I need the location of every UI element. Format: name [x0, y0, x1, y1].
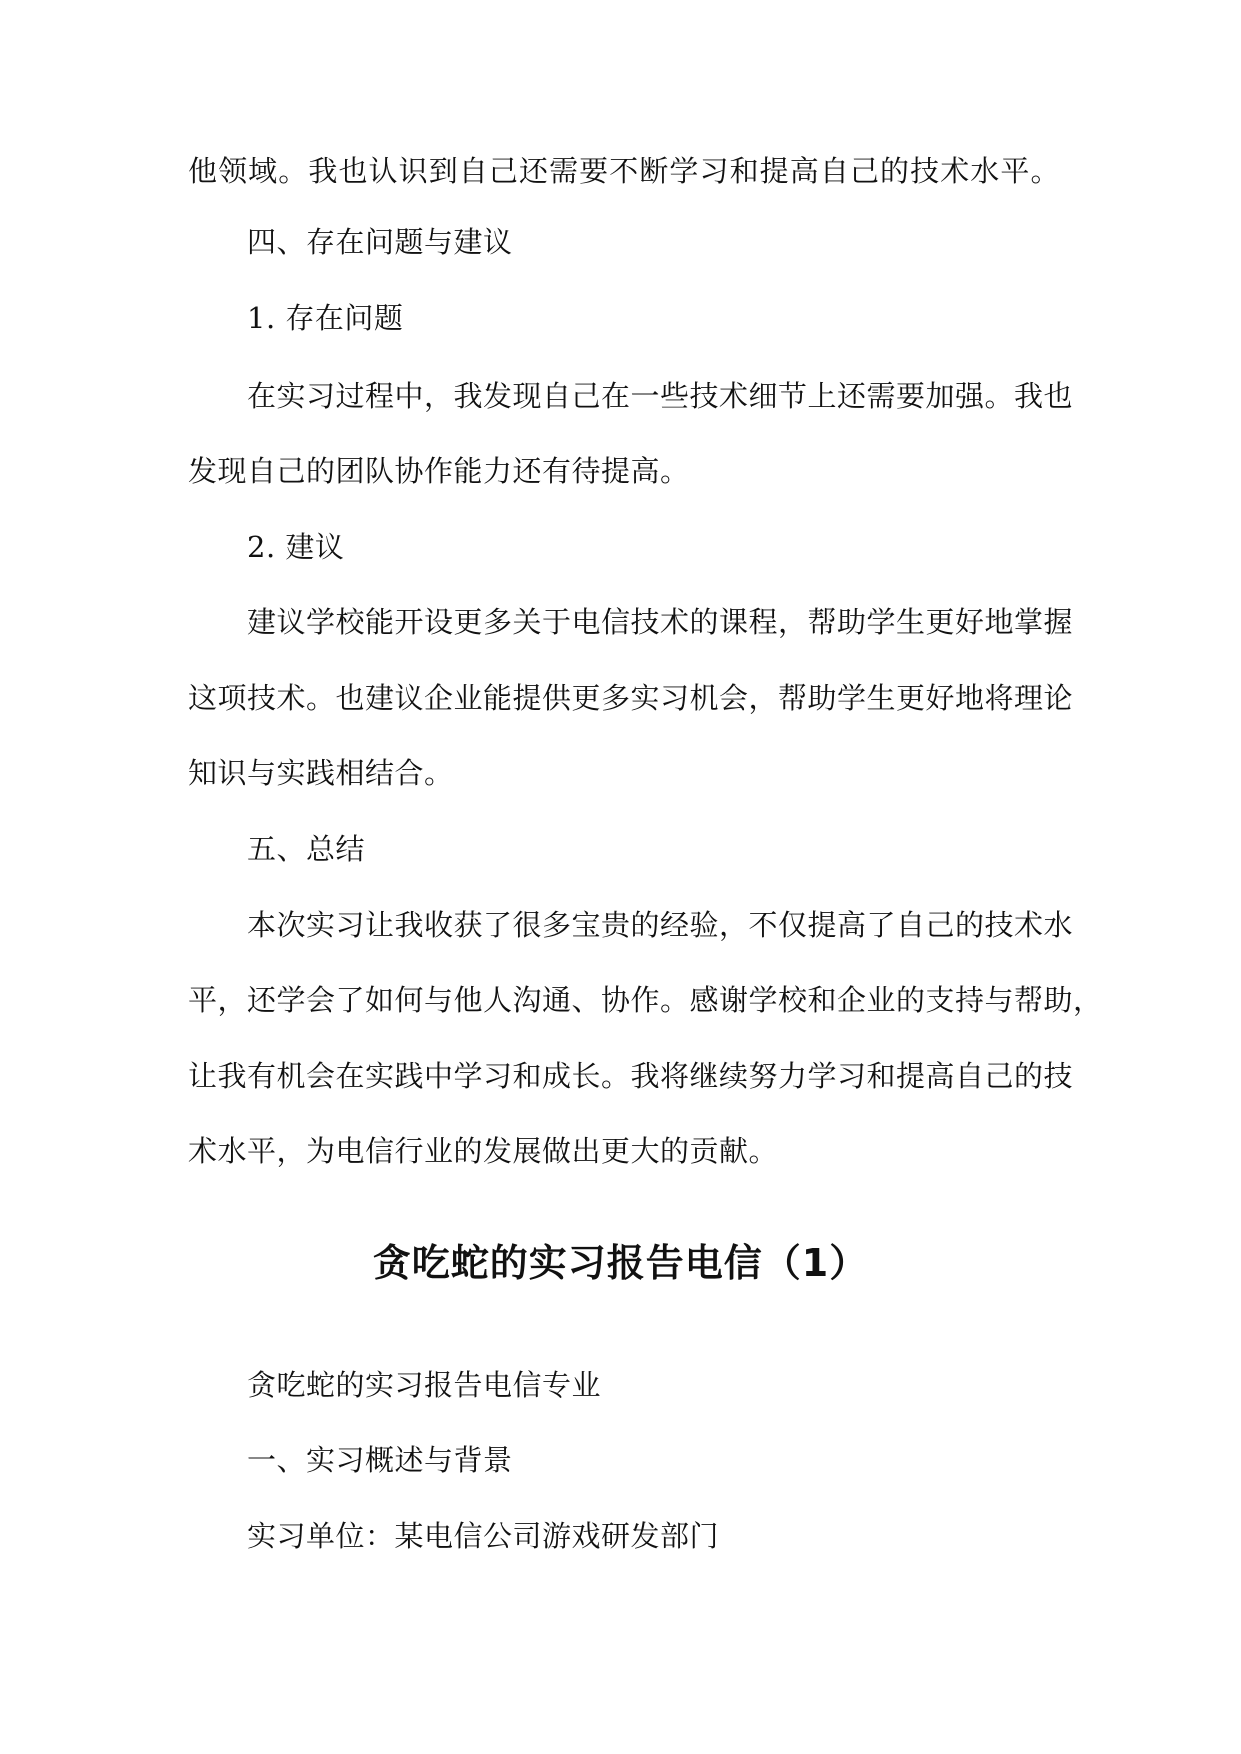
section-heading: 一、实习概述与背景	[247, 1443, 513, 1477]
paragraph-line: 在实习过程中，我发现自己在一些技术细节上还需要加强。我也	[247, 379, 1074, 413]
paragraph-line: 让我有机会在实践中学习和成长。我将继续努力学习和提高自己的技	[188, 1059, 1074, 1093]
paragraph-line: 发现自己的团队协作能力还有待提高。	[188, 454, 690, 488]
paragraph-line: 平，还学会了如何与他人沟通、协作。感谢学校和企业的支持与帮助，	[188, 983, 1103, 1017]
section-heading: 四、存在问题与建议	[247, 225, 513, 259]
subsection-heading: 2. 建议	[247, 530, 345, 564]
section-heading: 五、总结	[247, 832, 366, 866]
paragraph-line: 知识与实践相结合。	[188, 756, 454, 790]
paragraph-line: 贪吃蛇的实习报告电信专业	[247, 1368, 602, 1402]
document-title: 贪吃蛇的实习报告电信（1）	[372, 1241, 869, 1285]
paragraph-line: 这项技术。也建议企业能提供更多实习机会，帮助学生更好地将理论	[188, 681, 1074, 715]
paragraph-line: 他领域。我也认识到自己还需要不断学习和提高自己的技术水平。	[188, 154, 1060, 188]
paragraph-line: 术水平，为电信行业的发展做出更大的贡献。	[188, 1134, 779, 1168]
paragraph-line: 本次实习让我收获了很多宝贵的经验，不仅提高了自己的技术水	[247, 908, 1074, 942]
paragraph-line: 实习单位：某电信公司游戏研发部门	[247, 1519, 720, 1553]
subsection-heading: 1. 存在问题	[247, 301, 404, 335]
paragraph-line: 建议学校能开设更多关于电信技术的课程，帮助学生更好地掌握	[247, 605, 1074, 639]
